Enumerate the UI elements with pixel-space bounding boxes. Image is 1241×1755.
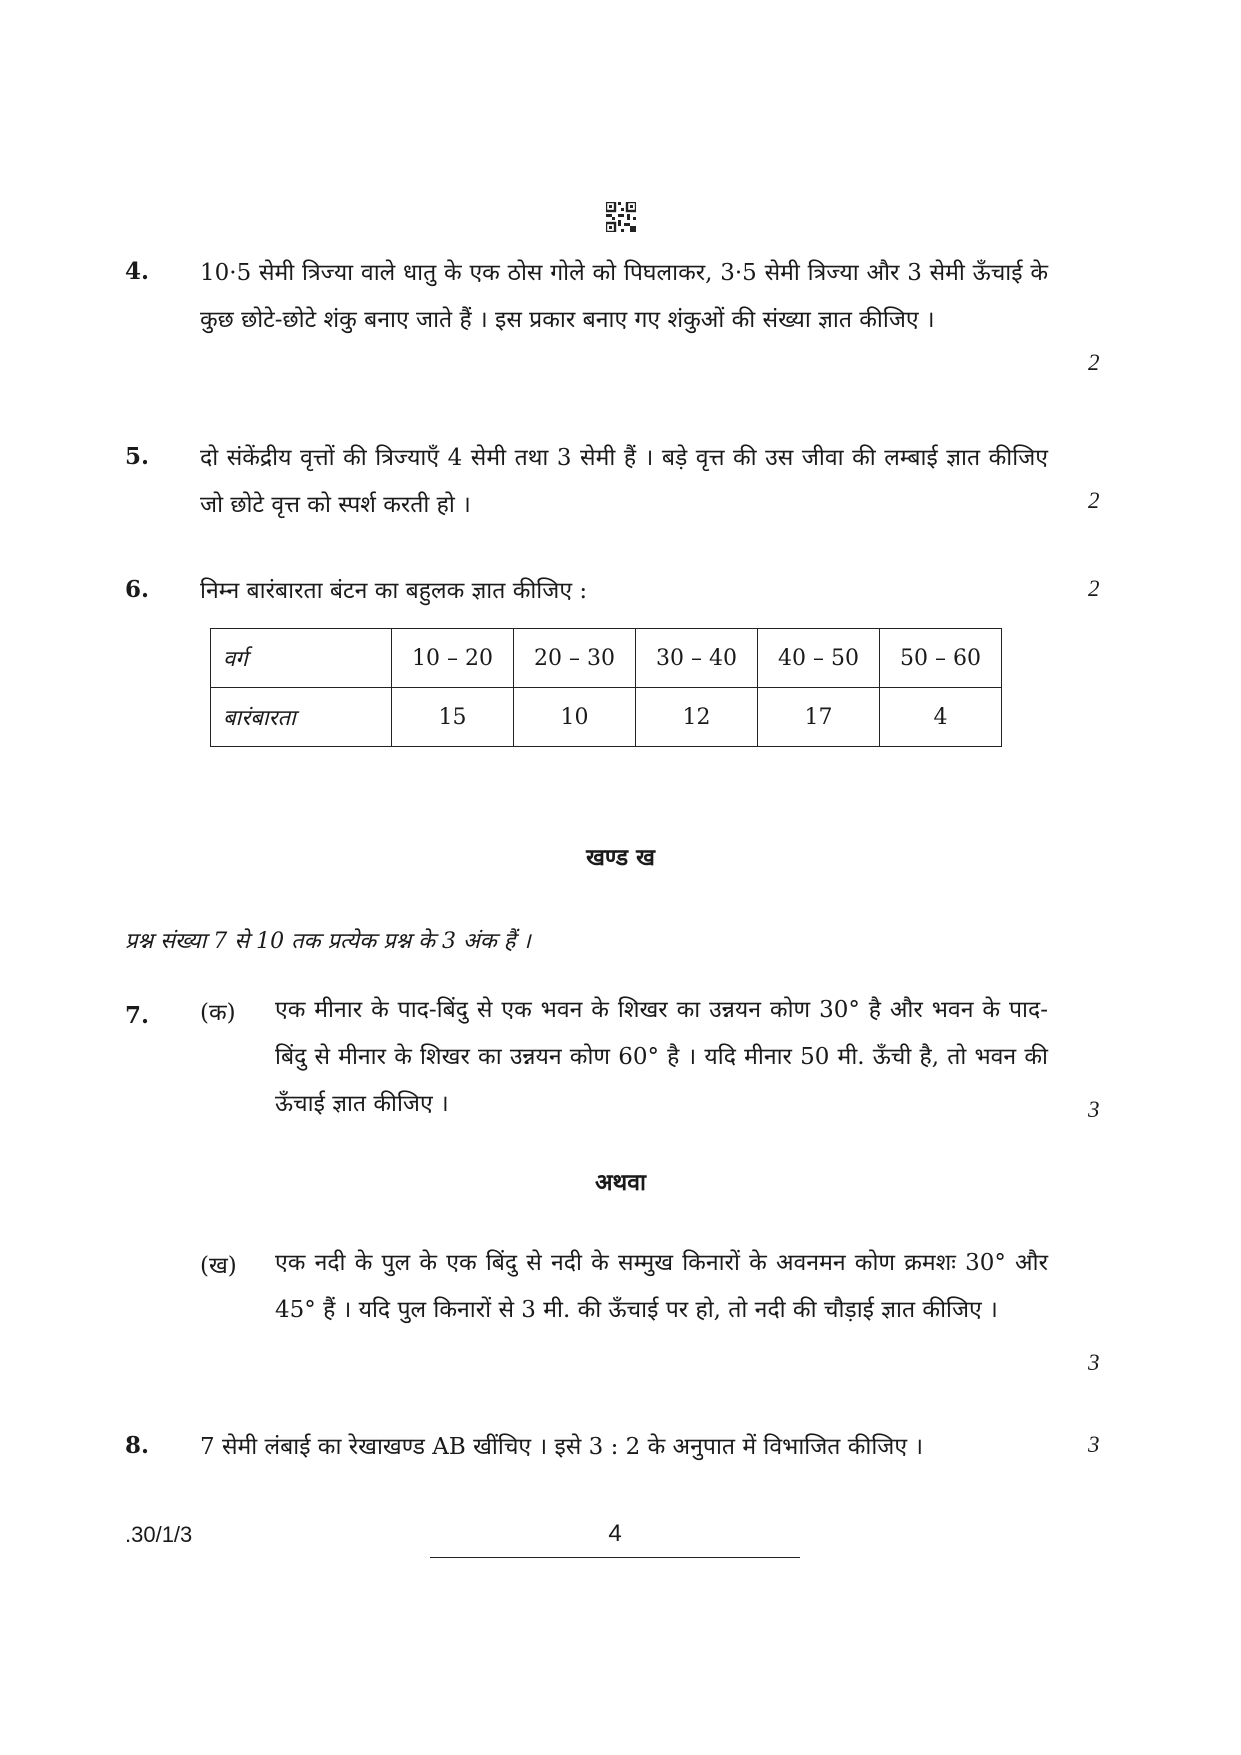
question-7a-text: एक मीनार के पाद-बिंदु से एक भवन के शिखर का उन्नयन कोण 30° है और भवन के पाद-बिंदु से मीनार के शिखर का उन्नयन कोण 60° है । यदि मीनार 50 मी. ऊँची है, तो भवन की ऊँचाई ज्ञात कीजिए । (275, 997, 1048, 1117)
table-cell: 20 – 30 (514, 629, 636, 688)
paper-code: .30/1/3 (125, 1522, 193, 1547)
question-4-number: 4. (125, 258, 150, 285)
page-number: 4 (608, 1520, 622, 1547)
table-cell: 17 (758, 688, 880, 747)
question-8-number: 8. (125, 1432, 150, 1459)
table-cell: 10 (514, 688, 636, 747)
question-7b-label: (ख) (200, 1253, 237, 1279)
question-6-text: निम्न बारंबारता बंटन का बहुलक ज्ञात कीजिए : (200, 578, 588, 604)
question-7b-text: एक नदी के पुल के एक बिंदु से नदी के सम्मुख किनारों के अवनमन कोण क्रमशः 30° और 45° हैं । यदि पुल किनारों से 3 मी. की ऊँचाई पर हो, तो नदी की चौड़ाई ज्ञात कीजिए । (275, 1250, 1048, 1323)
question-5-number: 5. (125, 443, 150, 470)
footer-rule (430, 1557, 800, 1558)
section-title: खण्ड ख (586, 844, 655, 871)
or-divider: अथवा (594, 1169, 646, 1196)
table-cell: 40 – 50 (758, 629, 880, 688)
table-cell: 12 (636, 688, 758, 747)
table-row-class (211, 629, 1002, 688)
table-cell: 4 (880, 688, 1002, 747)
frequency-table (210, 628, 1002, 747)
table-cell: 10 – 20 (392, 629, 514, 688)
table-row-label: वर्ग (211, 629, 392, 688)
table-cell: 15 (392, 688, 514, 747)
question-7b-marks: 3 (1088, 1350, 1100, 1375)
table-cell: 30 – 40 (636, 629, 758, 688)
question-6-number: 6. (125, 576, 150, 603)
table-cell: 50 – 60 (880, 629, 1002, 688)
question-8-text: 7 सेमी लंबाई का रेखाखण्ड AB खींचिए । इसे 3 : 2 के अनुपात में विभाजित कीजिए । (200, 1434, 924, 1460)
table-row-frequency (211, 688, 1002, 747)
table-row-label: बारंबारता (211, 688, 392, 747)
question-8-marks: 3 (1088, 1432, 1100, 1457)
question-7a-label: (क) (200, 1000, 236, 1026)
question-4-text: 10·5 सेमी त्रिज्या वाले धातु के एक ठोस गोले को पिघलाकर, 3·5 सेमी त्रिज्या और 3 सेमी ऊँचाई के कुछ छोटे-छोटे शंकु बनाए जाते हैं । इस प्रकार बनाए गए शंकुओं की संख्या ज्ञात कीजिए । (200, 260, 1048, 333)
question-4-marks: 2 (1088, 350, 1100, 375)
question-7-number: 7. (125, 1002, 150, 1029)
section-instruction: प्रश्न संख्या 7 से 10 तक प्रत्येक प्रश्न के 3 अंक हैं । (125, 929, 531, 954)
question-7a-marks: 3 (1088, 1097, 1100, 1122)
question-6-marks: 2 (1088, 576, 1100, 601)
question-5-marks: 2 (1088, 488, 1100, 513)
question-5-text: दो संकेंद्रीय वृत्तों की त्रिज्याएँ 4 सेमी तथा 3 सेमी हैं । बड़े वृत्त की उस जीवा की लम्बाई ज्ञात कीजिए जो छोटे वृत्त को स्पर्श करती हो । (200, 445, 1048, 518)
qr-code-icon (606, 202, 636, 232)
